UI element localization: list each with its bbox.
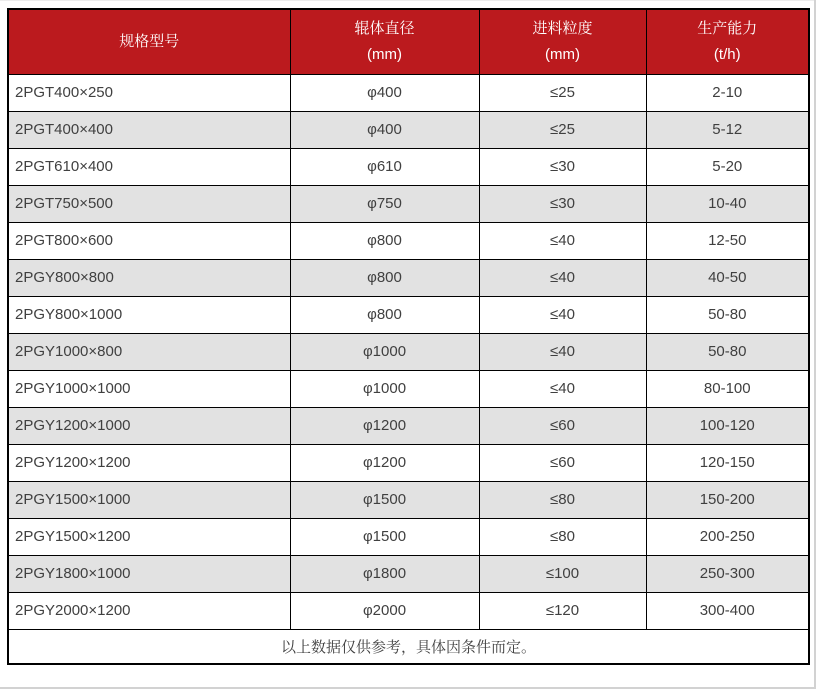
table-row <box>8 518 809 555</box>
table-row <box>8 407 809 444</box>
capacity-cell: 5-20 <box>646 148 809 185</box>
feed-size-cell: ≤120 <box>479 592 646 629</box>
header-cell-capacity <box>646 9 809 74</box>
header-label: 规格型号 <box>119 32 180 50</box>
table-row <box>8 148 809 185</box>
table-row <box>8 74 809 111</box>
table-body <box>8 74 809 629</box>
model-cell: 2PGT750×500 <box>8 185 290 222</box>
table-header <box>8 9 809 74</box>
feed-size-cell: ≤80 <box>479 481 646 518</box>
model-cell: 2PGT400×250 <box>8 74 290 111</box>
diameter-cell: φ800 <box>290 296 479 333</box>
model-cell: 2PGY1500×1000 <box>8 481 290 518</box>
feed-size-cell: ≤30 <box>479 185 646 222</box>
capacity-cell: 200-250 <box>646 518 809 555</box>
capacity-cell: 120-150 <box>646 444 809 481</box>
capacity-cell: 100-120 <box>646 407 809 444</box>
capacity-cell: 50-80 <box>646 296 809 333</box>
footer-row <box>8 629 809 664</box>
feed-size-cell: ≤80 <box>479 518 646 555</box>
model-cell: 2PGY1000×800 <box>8 333 290 370</box>
model-cell: 2PGY2000×1200 <box>8 592 290 629</box>
model-cell: 2PGY1000×1000 <box>8 370 290 407</box>
header-cell-feed-size <box>479 9 646 74</box>
model-cell: 2PGY1200×1200 <box>8 444 290 481</box>
diameter-cell: φ400 <box>290 74 479 111</box>
capacity-cell: 10-40 <box>646 185 809 222</box>
feed-size-cell: ≤60 <box>479 407 646 444</box>
feed-size-cell: ≤100 <box>479 555 646 592</box>
table-row <box>8 592 809 629</box>
diameter-cell: φ750 <box>290 185 479 222</box>
capacity-cell: 250-300 <box>646 555 809 592</box>
header-unit: (mm) <box>367 45 402 63</box>
header-unit: (mm) <box>545 45 580 63</box>
feed-size-cell: ≤60 <box>479 444 646 481</box>
table-footer <box>8 629 809 664</box>
capacity-cell: 80-100 <box>646 370 809 407</box>
capacity-cell: 12-50 <box>646 222 809 259</box>
feed-size-cell: ≤40 <box>479 296 646 333</box>
table-row <box>8 555 809 592</box>
diameter-cell: φ1000 <box>290 370 479 407</box>
diameter-cell: φ800 <box>290 259 479 296</box>
capacity-cell: 5-12 <box>646 111 809 148</box>
capacity-cell: 50-80 <box>646 333 809 370</box>
model-cell: 2PGY1200×1000 <box>8 407 290 444</box>
table-row <box>8 481 809 518</box>
diameter-cell: φ400 <box>290 111 479 148</box>
diameter-cell: φ1800 <box>290 555 479 592</box>
diameter-cell: φ1200 <box>290 407 479 444</box>
table-row <box>8 259 809 296</box>
model-cell: 2PGY1500×1200 <box>8 518 290 555</box>
feed-size-cell: ≤30 <box>479 148 646 185</box>
table-row <box>8 333 809 370</box>
table-footnote: 以上数据仅供参考，具体因条件而定。 <box>8 629 809 664</box>
table-row <box>8 185 809 222</box>
header-row <box>8 9 809 74</box>
feed-size-cell: ≤25 <box>479 74 646 111</box>
model-cell: 2PGT800×600 <box>8 222 290 259</box>
diameter-cell: φ610 <box>290 148 479 185</box>
diameter-cell: φ1500 <box>290 481 479 518</box>
diameter-cell: φ1200 <box>290 444 479 481</box>
diameter-cell: φ2000 <box>290 592 479 629</box>
model-cell: 2PGY1800×1000 <box>8 555 290 592</box>
diameter-cell: φ1000 <box>290 333 479 370</box>
feed-size-cell: ≤40 <box>479 259 646 296</box>
diameter-cell: φ800 <box>290 222 479 259</box>
header-cell-roller-diameter <box>290 9 479 74</box>
capacity-cell: 40-50 <box>646 259 809 296</box>
header-label: 生产能力 <box>697 19 758 37</box>
header-label: 进料粒度 <box>532 19 593 37</box>
spec-table <box>7 8 810 665</box>
model-cell: 2PGY800×1000 <box>8 296 290 333</box>
model-cell: 2PGY800×800 <box>8 259 290 296</box>
header-cell-model <box>8 9 290 74</box>
feed-size-cell: ≤40 <box>479 222 646 259</box>
model-cell: 2PGT400×400 <box>8 111 290 148</box>
feed-size-cell: ≤25 <box>479 111 646 148</box>
table-row <box>8 370 809 407</box>
model-cell: 2PGT610×400 <box>8 148 290 185</box>
header-label: 辊体直径 <box>354 19 415 37</box>
feed-size-cell: ≤40 <box>479 333 646 370</box>
capacity-cell: 300-400 <box>646 592 809 629</box>
capacity-cell: 150-200 <box>646 481 809 518</box>
capacity-cell: 2-10 <box>646 74 809 111</box>
table-row <box>8 296 809 333</box>
header-unit: (t/h) <box>713 45 741 63</box>
table-row <box>8 111 809 148</box>
table-row <box>8 222 809 259</box>
table-row <box>8 444 809 481</box>
diameter-cell: φ1500 <box>290 518 479 555</box>
feed-size-cell: ≤40 <box>479 370 646 407</box>
